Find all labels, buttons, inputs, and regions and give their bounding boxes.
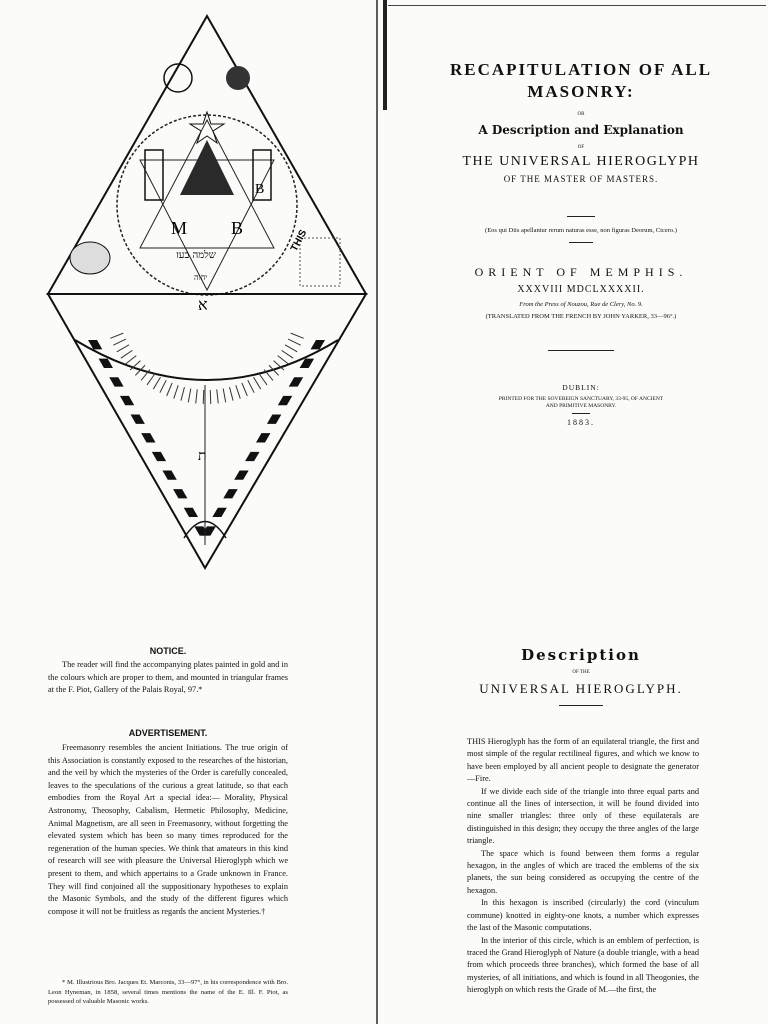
printed-line-2: AND PRIMITIVE MASONRY. <box>545 403 617 409</box>
aleph-letter: א <box>198 295 208 314</box>
checker-square <box>152 452 166 461</box>
checker-square <box>267 415 281 424</box>
ornament-rule <box>559 705 603 706</box>
printed-line-1: PRINTED FOR THE SOVEREIGN SANCTUARY, 33-95, OF ANCIENT <box>498 396 664 402</box>
divider-4 <box>572 413 590 414</box>
roman-date: XXXVIII MDCLXXXXII. <box>517 284 645 295</box>
ray-line <box>210 390 211 404</box>
ray-line <box>282 350 294 358</box>
ray-line <box>147 374 155 385</box>
of-label: OF <box>577 145 585 150</box>
or-label: OR <box>577 112 585 117</box>
description-header <box>395 646 767 706</box>
checker-square <box>184 508 198 517</box>
ray-line <box>242 383 247 396</box>
checker-square <box>278 396 292 405</box>
description-paragraph: THIS Hieroglyph has the form of an equilateral triangle, the first and most simple of the regular rectilineal figures, and which we know to have been employed by all ancient people to designate the generator—Fire. <box>467 737 699 784</box>
ray-line <box>110 333 123 338</box>
ray-line <box>223 389 226 403</box>
ray-line <box>196 389 198 403</box>
tav-letter: ת <box>198 448 207 464</box>
main-title-line-2: MASONRY: <box>527 82 635 101</box>
description-paragraph: In the interior of this circle, which is an emblem of perfection, is traced the Grand Hieroglyph of Nature (a double triangle, with a head from which proceeds three branches), which formed the base of all mysteries, of all initiations, and which is found in all Theogonies, the hieroglyph on which rests the Grade of M.—the first, the <box>467 935 699 995</box>
divider-1 <box>567 216 595 217</box>
divider-2 <box>569 242 593 243</box>
ray-line <box>160 380 166 392</box>
ray-line <box>278 356 289 365</box>
advertisement-heading: ADVERTISEMENT. <box>128 728 208 738</box>
top-page-rule <box>388 5 766 6</box>
checker-square <box>173 489 187 498</box>
ray-line <box>188 389 191 403</box>
checkered-border <box>88 340 325 536</box>
checker-square <box>256 433 270 442</box>
ray-line <box>217 389 219 403</box>
hieroglyph-title: THE UNIVERSAL HIEROGLYPH <box>462 154 700 169</box>
master-line: OF THE MASTER OF MASTERS. <box>503 174 659 184</box>
moon-emblem <box>226 66 250 90</box>
description-title: UNIVERSAL HIEROGLYPH. <box>479 681 683 696</box>
title-page <box>395 60 767 427</box>
description-paragraph: The space which is found between them forms a regular hexagon, in the angles of which are traced the emblems of the six planets, the sun being considered as occupying the centre of the hexagon. <box>467 848 699 895</box>
description-paragraph: If we divide each side of the triangle into three equal parts and continue all the lines of intersection, it will be found divided into nine smaller triangles: three only of these equilaterals are distinguished in this design; they occupy the three angles of the large triangle. <box>467 786 699 846</box>
year: 1883. <box>567 418 595 427</box>
center-gutter-rule <box>376 0 378 1024</box>
ray-line <box>259 374 267 385</box>
ray-line <box>230 387 234 401</box>
ray-line <box>203 390 204 404</box>
label-this: THIS <box>288 228 310 254</box>
ray-line <box>174 385 178 398</box>
main-title-line-1: RECAPITULATION OF ALL <box>449 60 713 79</box>
ray-line <box>291 333 304 338</box>
divider-3 <box>548 350 614 351</box>
letter-b-column: B <box>255 182 265 197</box>
hebrew-inscription-1: שלמה בעז <box>176 250 216 261</box>
ray-line <box>125 356 136 365</box>
ray-line <box>253 377 260 389</box>
subtitle: A Description and Explanation <box>478 123 684 137</box>
checker-square <box>245 452 259 461</box>
checker-square <box>223 489 237 498</box>
ray-line <box>121 350 133 358</box>
checker-square <box>99 359 113 368</box>
checker-square <box>162 470 176 479</box>
orient-line: ORIENT OF MEMPHIS. <box>474 265 688 279</box>
checker-square <box>120 396 134 405</box>
ray-line <box>236 385 240 398</box>
checker-square <box>109 377 123 386</box>
notice-text: The reader will find the accompanying plates painted in gold and in the colours which are proper to them, and mounted in triangular frames at the F. Piot, Gallery of the Palais Royal, 97.* <box>48 660 288 695</box>
checker-square <box>234 470 248 479</box>
ray-line <box>181 387 185 401</box>
description-body <box>467 736 699 997</box>
ray-line <box>153 377 160 389</box>
pyramid <box>180 140 234 195</box>
dublin-line: DUBLIN: <box>562 383 600 392</box>
checker-square <box>289 377 303 386</box>
ray-line <box>113 339 126 345</box>
universal-hieroglyph-diagram <box>0 0 376 590</box>
of-the-label: OF THE <box>572 670 590 675</box>
translated-line: (TRANSLATED FROM THE FRENCH BY JOHN YARKER, 33—96°.) <box>485 313 677 320</box>
arch-emblem <box>70 242 110 274</box>
crescent-arc <box>75 340 338 380</box>
description-heading: Description <box>521 646 641 664</box>
binding-shadow <box>383 0 387 110</box>
letter-m: M <box>171 218 188 238</box>
ray-line <box>117 345 129 352</box>
tools-emblem <box>300 238 340 286</box>
checker-square <box>131 415 145 424</box>
checker-square <box>212 508 226 517</box>
letter-b: B <box>231 218 244 238</box>
hebrew-inscription-2: יהוה <box>194 273 208 282</box>
checker-square <box>141 433 155 442</box>
ray-line <box>285 345 297 352</box>
description-paragraph: In this hexagon is inscribed (circularly) the cord (vinculum commune) knotted in eighty-one knots, a number which expresses the last of the Masonic computations. <box>467 898 699 933</box>
notice-heading: NOTICE. <box>149 646 187 656</box>
ray-line <box>248 380 254 392</box>
star-emblem <box>190 112 224 143</box>
epigraph: (Eos qui Diis apellantur rerum naturas esse, non figuras Deorum, Cicero.) <box>485 227 677 234</box>
press-line: From the Press of Nouzou, Rue de Clery, No. 9. <box>519 301 643 308</box>
footnote: * M. Illustrious Bro. Jacques Et. Marconis, 33—97°, in his correspondence with Bro. Leon Hyneman, in 1858, several times mentions the name of the E. Ill. F. Piot, as possessed of valuable Masonic works. <box>48 979 288 1005</box>
ray-line <box>167 383 172 396</box>
advertisement-text: Freemasonry resembles the ancient Initiations. The true origin of this Association is constantly exposed to the researches of the historian, and the veil by which the mysteries of the Order is carefully concealed, leaves to the speculations of the curious a great latitude, so that each embodies from the Royal Art a special idea:— Morality, Physical Astronomy, Theosophy, Cabalism, Hermetic Philosophy, Medicine, Animal Magnetism, are all seen in Freemasonry, without forgetting the elevated system which has been so many times reproduced for the regeneration of the human species. We think that amateurs in this kind of research will see with pleasure the Universal Hieroglyph which we present to them, and which appertains to a Grade unknown in France. They will find conjoined all the suppositionary hypotheses to explain the Masonic Symbols, and the study of the different figures which compose it will not be fruitless as regards the ancient Mysteries.† <box>48 743 288 916</box>
ray-line <box>288 339 301 345</box>
